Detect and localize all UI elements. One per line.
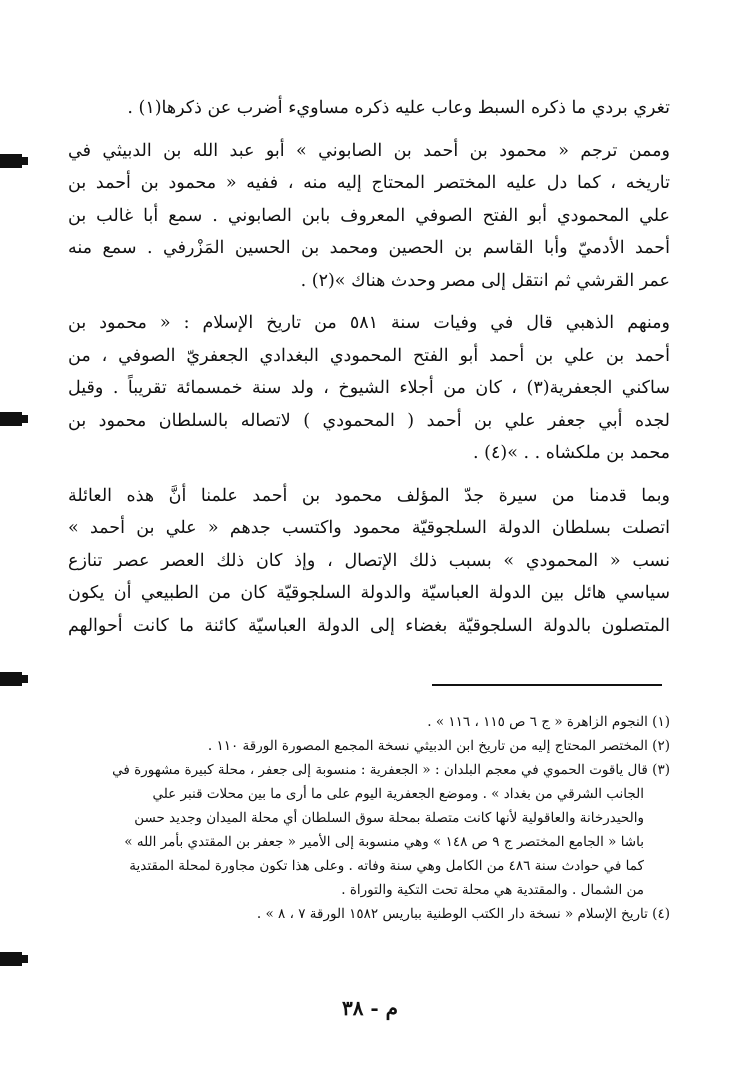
text-line: وممن ترجم « محمود بن أحمد بن الصابوني » أبو عبد الله بن الدبيثي في: [68, 140, 670, 161]
footnotes: [68, 710, 670, 926]
footnote-3-line: باشا « الجامع المختصر ج ٩ ص ١٤٨ » وهي منسوبة إلى الأمير « جعفر بن المقتدي بأمر الله »: [124, 834, 644, 850]
text-line: وبما قدمنا من سيرة جدّ المؤلف محمود بن أحمد علمنا أنَّ هذه العائلة: [68, 485, 670, 506]
paragraph-1: [68, 135, 670, 298]
footnote-4: (٤) تاريخ الإسلام « نسخة دار الكتب الوطنية بباريس ١٥٨٢ الورقة ٧ ، ٨ » .: [256, 906, 670, 922]
margin-mark: [0, 672, 22, 686]
text-line: محمد بن ملكشاه . . »(٤) .: [473, 443, 670, 463]
text-line: سياسي هائل بين الدولة العباسيّة والدولة السلجوقيّة كان من الطبيعي أن يكون: [68, 583, 670, 603]
footnote-1: (١) النجوم الزاهرة « ج ٦ ص ١١٥ ، ١١٦ » .: [427, 714, 670, 730]
paragraph-2: [68, 307, 670, 470]
text-line: اتصلت بسلطان الدولة السلجوقيّة محمود واكتسب جدهم « علي بن أحمد »: [68, 518, 670, 538]
footnote-3-line: من الشمال . والمقتدية هي محلة تحت التكية والتوراة .: [341, 882, 644, 898]
text-line: ساكني الجعفرية(٣) ، كان من أجلاء الشيوخ ، ولد سنة خمسمائة تقريباً . وقيل: [68, 378, 670, 398]
main-text: [68, 92, 670, 642]
footnote-3-line: الجانب الشرقي من بغداد » . وموضع الجعفرية اليوم على ما أرى ما بين محلات قنبر علي: [152, 786, 644, 802]
margin-mark: [0, 154, 22, 168]
margin-mark: [0, 412, 22, 426]
footnote-3: (٣) قال ياقوت الحموي في معجم البلدان : « الجعفرية : منسوبة إلى جعفر ، محلة كبيرة مشهورة في: [112, 762, 670, 778]
text-line: علي المحمودي أبو الفتح الصوفي المعروف بابن الصابوني . سمع أبا غالب بن: [68, 205, 670, 226]
text-line: أحمد الأدميّ وأبا القاسم بن الحصين ومحمد بن الحسين المَزْرفي . سمع منه: [68, 238, 670, 258]
text-line: عمر القرشي ثم انتقل إلى مصر وحدث هناك »(٢) .: [300, 270, 670, 291]
text-line: ومنهم الذهبي قال في وفيات سنة ٥٨١ من تاريخ الإسلام : « محمود بن: [68, 313, 671, 333]
text-line: نسب « المحمودي » بسبب ذلك الإتصال ، وإذ كان ذلك العصر عصر تنازع: [68, 550, 670, 571]
paragraph-3: [68, 480, 670, 643]
text-line: المتصلون بالدولة السلجوقيّة بغضاء إلى الدولة العباسيّة كائنة ما كانت أحوالهم: [68, 615, 670, 636]
footnote-2: (٢) المختصر المحتاج إليه من تاريخ ابن الدبيثي نسخة المجمع المصورة الورقة ١١٠ .: [207, 738, 670, 754]
page-number: م - ٣٨: [341, 996, 399, 1020]
footnote-3-line: والحيدرخانة والعاقولية لأنها كانت متصلة بمحلة سوق السلطان أي محلة الميدان وجديد حسن: [134, 810, 644, 826]
text-line: أحمد بن علي بن أحمد أبو الفتح المحمودي البغدادي الجعفريّ الصوفي ، من: [68, 345, 670, 366]
text-line: تاريخه ، كما دل عليه المختصر المحتاج إليه منه ، ففيه « محمود بن أحمد بن: [68, 173, 670, 193]
text-line: لجده أبي جعفر علي بن أحمد ( المحمودي ) لاتصاله بالسلطان محمود بن: [68, 410, 670, 431]
paragraph-0: [68, 92, 670, 125]
footnote-3-line: كما في حوادث سنة ٤٨٦ من الكامل وهي سنة وفاته . وعلى هذا تكون مجاورة لمحلة المقتدية: [129, 858, 644, 874]
margin-mark: [0, 952, 22, 966]
footnote-divider: [432, 684, 662, 686]
text-line: تغري بردي ما ذكره السبط وعاب عليه ذكره مساويء أضرب عن ذكرها(١) .: [127, 98, 670, 118]
